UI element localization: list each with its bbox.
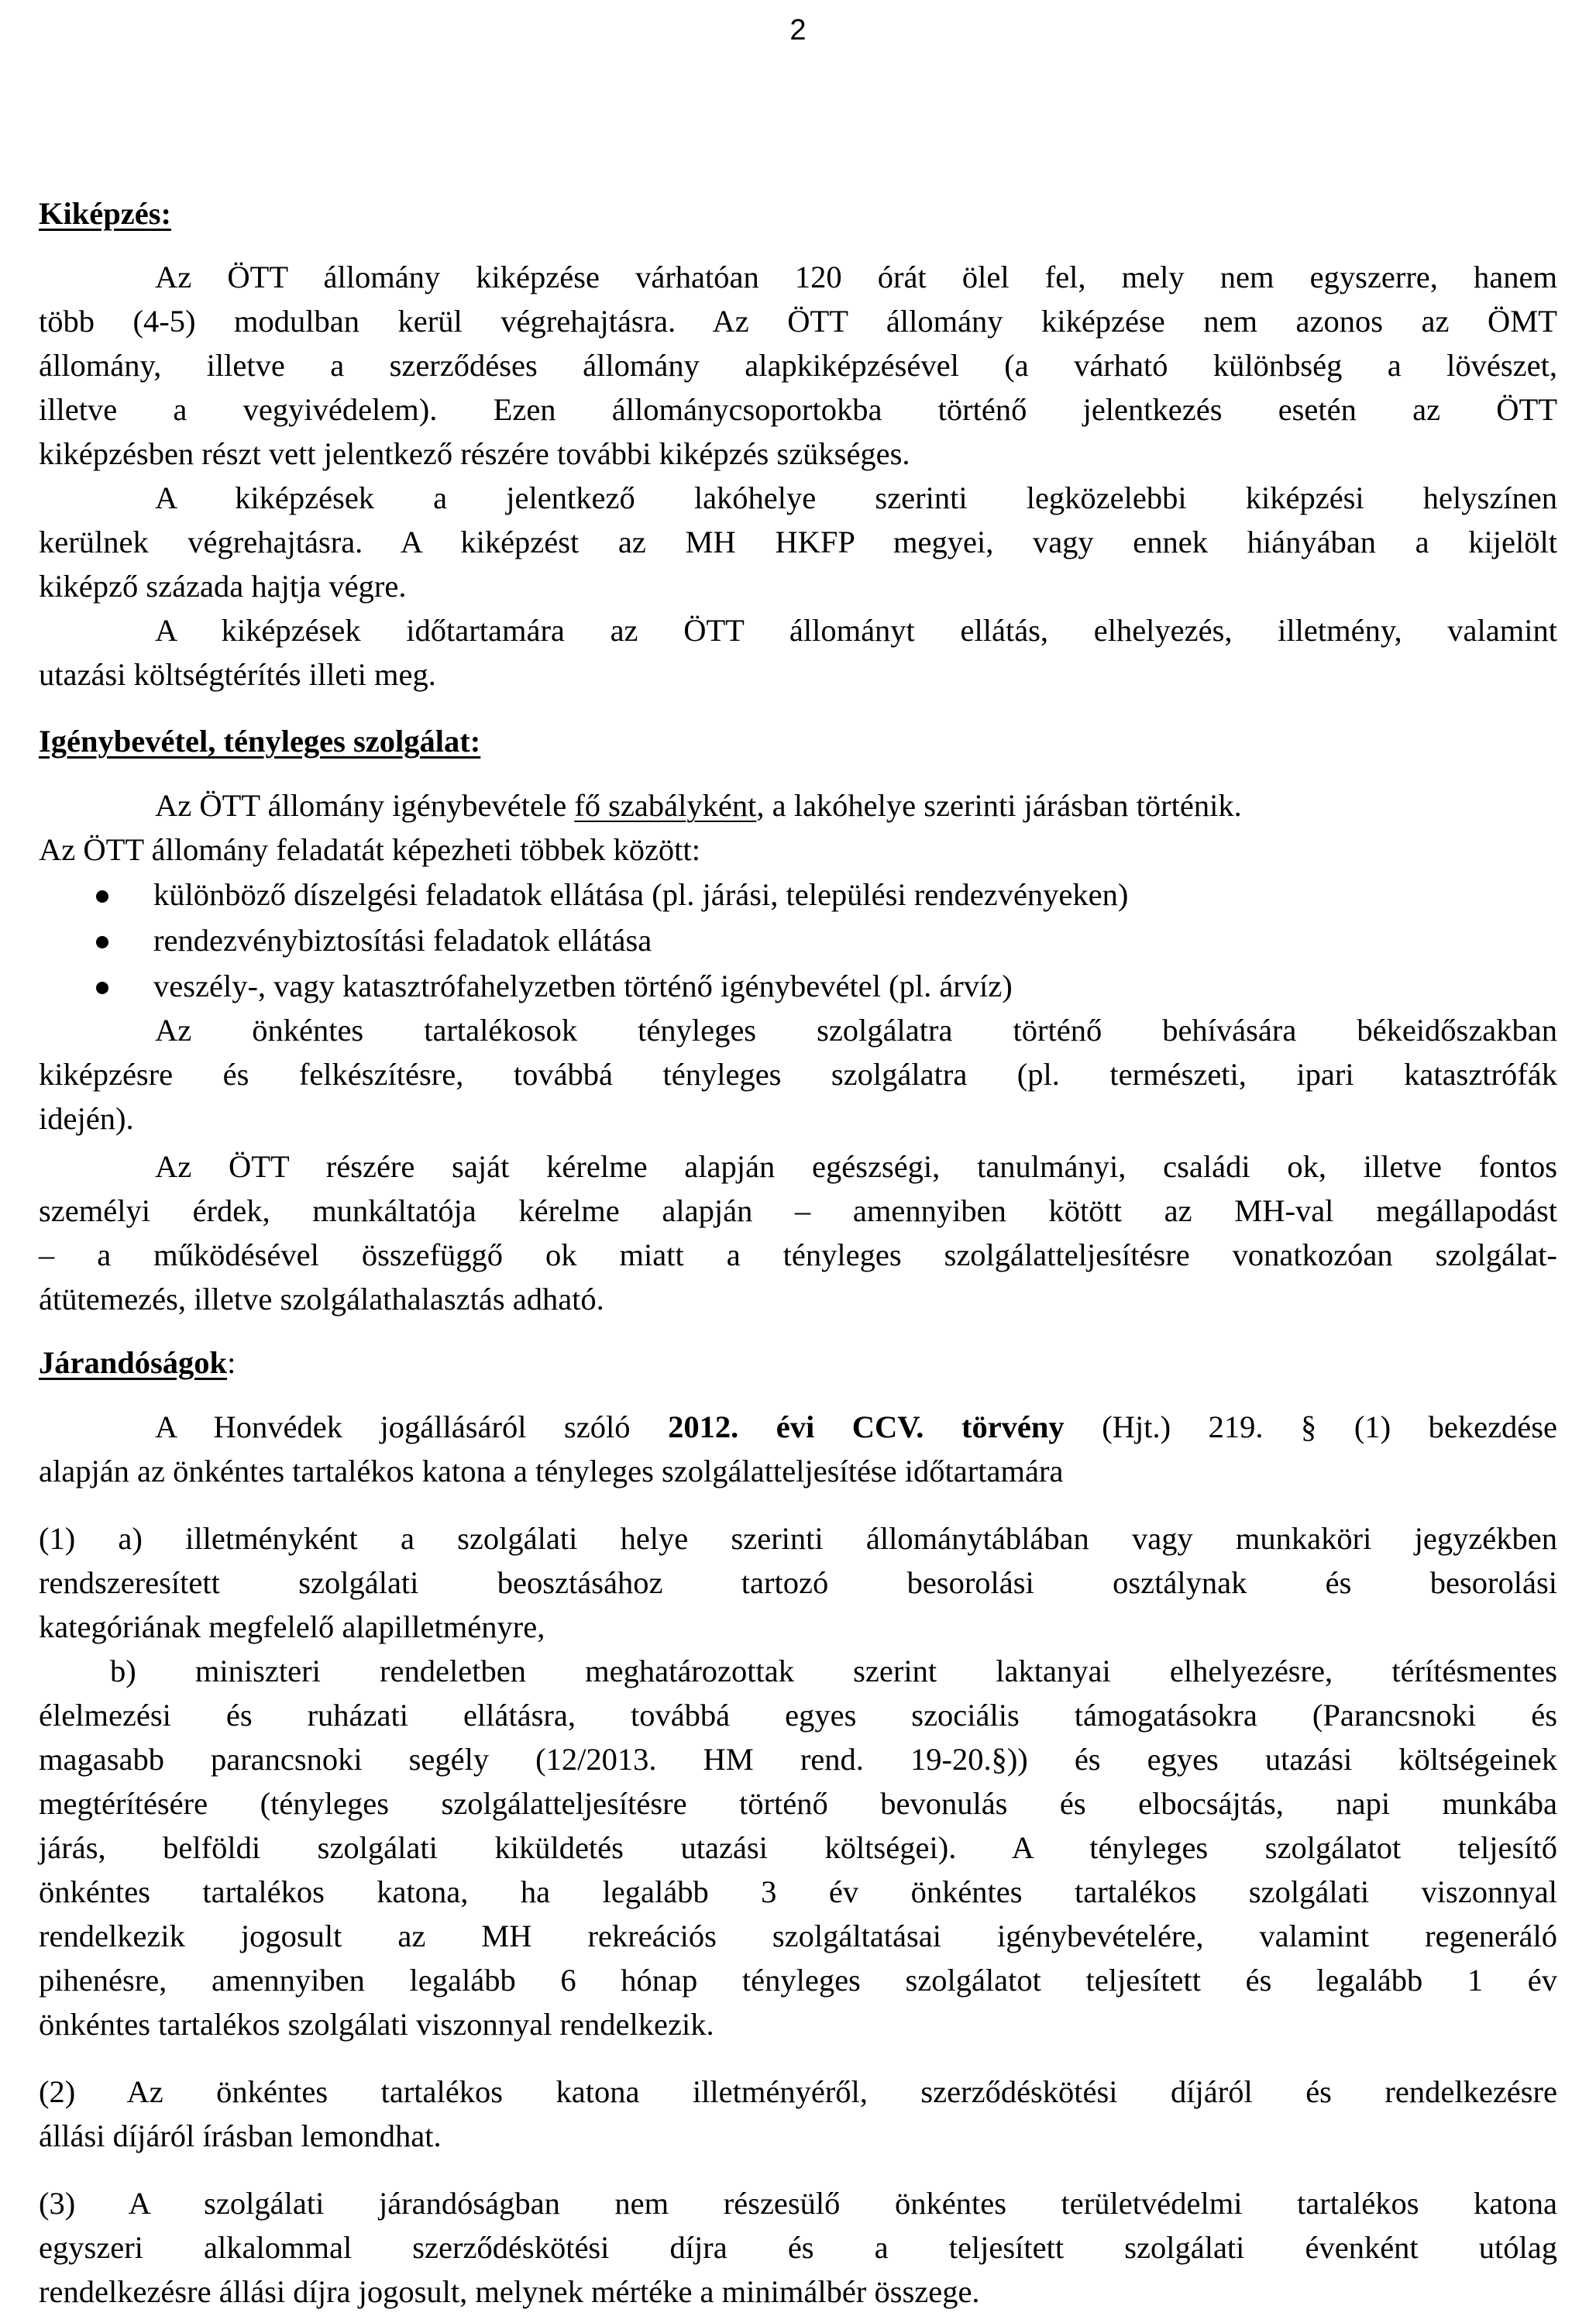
p1b-line: pihenésre, amennyiben legalább 6 hónap tényleges szolgálatot teljesített és legalább 1 év	[39, 1963, 1557, 1998]
bullet-icon	[96, 936, 108, 948]
igenybevetel-line-1-pre: Az ÖTT állomány igénybevétele	[155, 788, 575, 823]
jarandosagok-intro-line-2: alapján az önkéntes tartalékos katona a tényleges szolgálatteljesítése időtartamára	[39, 1454, 1064, 1488]
igenybevetel-line-1	[155, 787, 1242, 824]
kikepzes-line: több (4-5) modulban kerül végrehajtásra. Az ÖTT állomány kiképzése nem azonos az ÖMT	[39, 304, 1557, 339]
p1b-line: magasabb parancsnoki segély (12/2013. HM rend. 19-20.§)) és egyes utazási költségeinek	[39, 1742, 1557, 1777]
kikepzes-line: állomány, illetve a szerződéses állomány alapkiképzésével (a várható különbség a lövészet,	[39, 348, 1557, 383]
kikepzes-line: kerülnek végrehajtásra. A kiképzést az MH HKFP megyei, vagy ennek hiányában a kijelölt	[39, 525, 1557, 559]
kikepzes-line: A kiképzések a jelentkező lakóhelye szerinti legközelebbi kiképzési helyszínen	[155, 480, 1557, 515]
igenybevetel-line-1-post: , a lakóhelye szerinti járásban történik.	[756, 788, 1242, 823]
p2-line: (2) Az önkéntes tartalékos katona illetményéről, szerződéskötési díjáról és rendelkezésre	[39, 2074, 1557, 2109]
p3-line: rendelkezésre állási díjra jogosult, melynek mértéke a minimálbér összege.	[39, 2274, 980, 2309]
p1b-line: b) miniszteri rendeletben meghatározottak szerint laktanyai elhelyezésre, térítésmentes	[110, 1654, 1557, 1688]
p1a-line: kategóriának megfelelő alapilletményre,	[39, 1609, 545, 1644]
jarandosagok-heading-text: Járandóságok	[39, 1345, 228, 1380]
p2-line: állási díjáról írásban lemondhat.	[39, 2118, 442, 2153]
kikepzes-line: kiképzésben részt vett jelentkező részére további kiképzés szükséges.	[39, 436, 910, 471]
kikepzes-line: utazási költségtérítés illeti meg.	[39, 657, 436, 692]
list-item: rendezvénybiztosítási feladatok ellátása	[153, 923, 652, 958]
igenybevetel-line-2: Az ÖTT állomány feladatát képezheti többek között:	[39, 832, 700, 867]
igenybevetel-para1-line: kiképzésre és felkészítésre, továbbá tényleges szolgálatra (pl. természeti, ipari katasztrófák	[39, 1057, 1557, 1092]
kikepzes-line: kiképző századа hajtja végre.	[39, 569, 407, 604]
section-heading-jarandosagok	[39, 1344, 236, 1381]
igenybevetel-para2-line: személyi érdek, munkáltatója kérelme alapján – amennyiben kötött az MH-val megállapodást	[39, 1193, 1557, 1228]
p1b-line: élelmezési és ruházati ellátásra, továbbá egyes szociális támogatásokra (Parancsnoki és	[39, 1698, 1557, 1733]
law-reference: 2012. évi CCV. törvény	[668, 1409, 1065, 1444]
p1a-line: (1) a) illetményként a szolgálati helye szerinti állománytáblában vagy munkaköri jegyzékben	[39, 1521, 1557, 1556]
igenybevetel-para1-line: idején).	[39, 1101, 134, 1136]
p1b-line: önkéntes tartalékos katona, ha legalább 3 év önkéntes tartalékos szolgálati viszonnyal	[39, 1874, 1557, 1909]
page-number: 2	[789, 14, 807, 46]
igenybevetel-para1-line: Az önkéntes tartalékosok tényleges szolgálatra történő behívására békeidőszakban	[155, 1013, 1557, 1048]
section-heading-kikepzes: Kiképzés:	[39, 196, 171, 231]
p3-line: egyszeri alkalommal szerződéskötési díjra és a teljesített szolgálati évenként utólag	[39, 2230, 1557, 2265]
p1b-line: önkéntes tartalékos szolgálati viszonnyal rendelkezik.	[39, 2007, 714, 2042]
list-item: veszély-, vagy katasztrófahelyzetben történő igénybevétel (pl. árvíz)	[153, 969, 1013, 1003]
bullet-icon	[96, 890, 108, 903]
fo-szabalykent-text: fő szabályként	[574, 788, 757, 823]
p1b-line: járás, belföldi szolgálati kiküldetés utazási költségei). A tényleges szolgálatot teljesítő	[39, 1830, 1557, 1865]
kikepzes-line: illetve a vegyivédelem). Ezen állománycsoportokba történő jelentkezés esetén az ÖTT	[39, 392, 1557, 427]
jarandosagok-intro-line-1	[155, 1409, 1557, 1445]
kikepzes-line: A kiképzések időtartamára az ÖTT állományt ellátás, elhelyezés, illetmény, valamint	[155, 613, 1557, 648]
kikepzes-line: Az ÖTT állomány kiképzése várhatóan 120 órát ölel fel, mely nem egyszerre, hanem	[155, 260, 1557, 294]
p3-line: (3) A szolgálati járandóságban nem részesülő önkéntes területvédelmi tartalékos katona	[39, 2186, 1557, 2221]
p1b-line: megtérítésére (tényleges szolgálatteljesítésre történő bevonulás és elbocsájtás, napi munkába	[39, 1786, 1557, 1821]
igenybevetel-para2-line: Az ÖTT részére saját kérelme alapján egészségi, tanulmányi, családi ok, illetve fontos	[155, 1149, 1557, 1184]
igenybevetel-para2-line: átütemezés, illetve szolgálathalasztás adható.	[39, 1282, 604, 1316]
p1b-line: rendelkezik jogosult az MH rekreációs szolgáltatásai igénybevételére, valamint regeneráló	[39, 1919, 1557, 1953]
intro-post: (Hjt.) 219. § (1) bekezdése	[1064, 1409, 1558, 1444]
igenybevetel-para2-line: – a működésével összefüggő ok miatt a tényleges szolgálatteljesítésre vonatkozóan szolgálat-	[39, 1237, 1557, 1272]
section-heading-igenybevetel: Igénybevétel, tényleges szolgálat:	[39, 724, 481, 759]
jarandosagok-heading-colon: :	[227, 1345, 236, 1380]
list-item: különböző díszelgési feladatok ellátása (pl. járási, települési rendezvényeken)	[153, 877, 1129, 912]
p1a-line: rendszeresített szolgálati beosztásához tartozó besorolási osztálynak és besorolási	[39, 1565, 1557, 1600]
intro-pre: A Honvédek jogállásáról szóló	[155, 1409, 669, 1444]
bullet-icon	[96, 982, 108, 994]
